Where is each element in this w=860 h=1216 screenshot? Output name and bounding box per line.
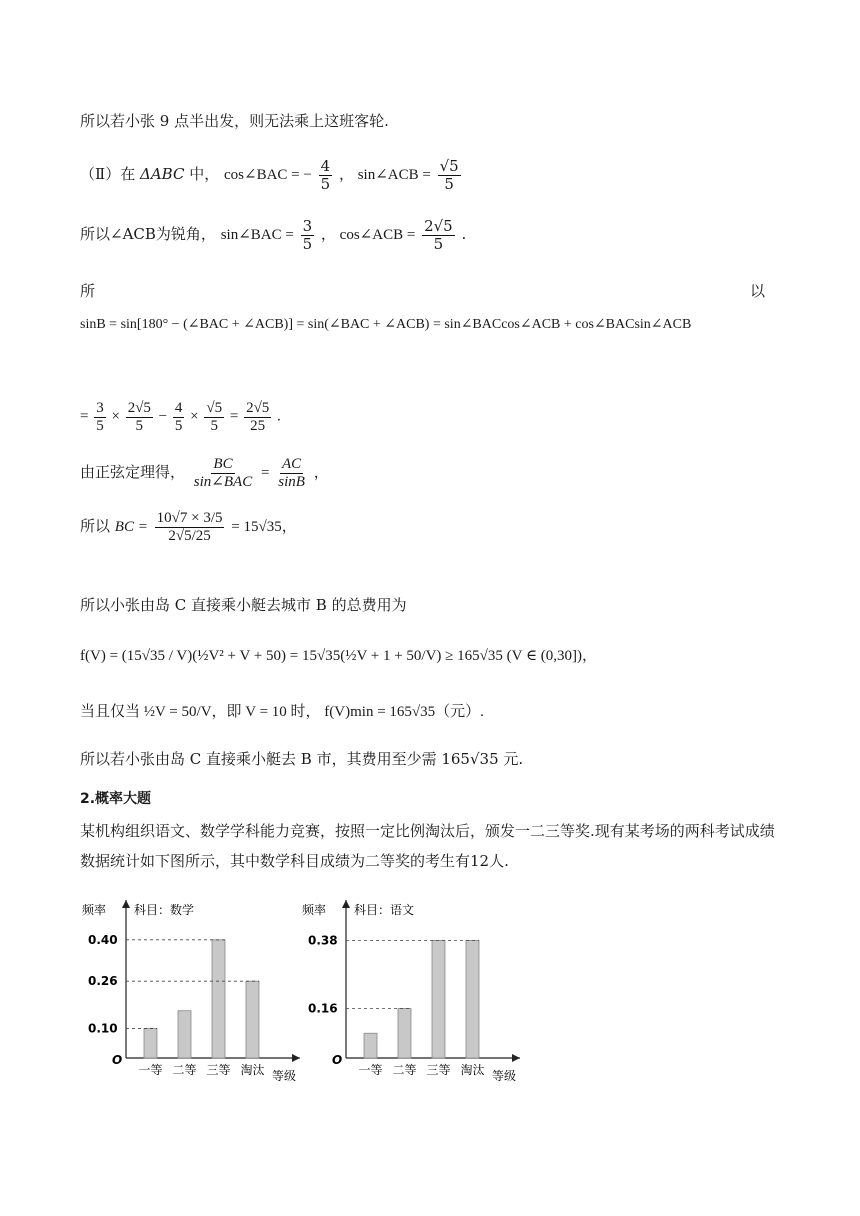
section-heading: 2.概率大题 [80, 791, 152, 807]
fraction: $\frac{4}{5}$ [320, 157, 331, 193]
fraction: $\frac{3}{5}$ [302, 217, 313, 253]
y-tick-label: 0.26 [88, 974, 118, 989]
line-minimum-condition: 当且仅当 ½V = 50/V，即 V = 10 时， f(V)min = 165√35（元）. [80, 704, 484, 720]
bar-1 [398, 1008, 411, 1058]
bar-2 [432, 940, 445, 1058]
x-tick-label: 一等 [138, 1063, 163, 1077]
bar-3 [246, 981, 259, 1058]
chart-chinese-frequency [300, 888, 530, 1088]
x-axis-arrow [512, 1054, 520, 1062]
y-axis-arrow [122, 900, 130, 908]
bar-2 [212, 940, 225, 1058]
chart-math-frequency [80, 888, 310, 1088]
x-tick-label: 三等 [206, 1063, 231, 1077]
problem-text-1: 某机构组织语文、数学学科能力竞赛，按照一定比例淘汰后，颁发一二三等奖.现有某考场的两科考试成绩 [80, 822, 775, 840]
line-conclusion-1: 所以若小张 9 点半出发，则无法乘上这班客轮. [80, 112, 389, 130]
line-conclusion-2: 所以若小张由岛 C 直接乘小艇去 B 市，其费用至少需 165√35 元. [80, 750, 524, 768]
origin-label: O [332, 1053, 343, 1067]
y-tick-label: 0.10 [88, 1021, 118, 1036]
y-tick-label: 0.38 [308, 933, 338, 948]
line-sinb-value: = $\frac{3}{5}$ × $\frac{2√5}{5}$ − $\frac{4}{5}$ × $\frac{√5}{5}$ = $\frac{2√5}{25}$ . [80, 400, 281, 434]
x-axis-label: 等级 [492, 1069, 517, 1083]
x-tick-label: 三等 [426, 1063, 451, 1077]
bar-3 [466, 940, 479, 1058]
chart-title: 科目：语文 [354, 903, 415, 917]
y-axis-arrow [342, 900, 350, 908]
origin-label: O [112, 1053, 123, 1067]
x-tick-label: 淘汰 [240, 1063, 265, 1077]
y-axis-label: 频率 [82, 903, 107, 917]
x-tick-label: 二等 [172, 1063, 197, 1077]
line-part-two: （Ⅱ）在 ΔABC 中， cos∠BAC = − $\frac{4}{5}$ ， sin∠ACB = $\frac{√5}{5}$ [80, 157, 459, 193]
x-axis-label: 等级 [272, 1069, 297, 1083]
line-law-of-sines: 由正弦定理得， $\frac{BC}{\text{sin∠BAC}}$ = $\frac{AC}{\sin B}$ ， [80, 456, 329, 490]
x-tick-label: 淘汰 [460, 1063, 485, 1077]
bar-0 [364, 1033, 377, 1058]
fraction: $\frac{√5}{5}$ [439, 157, 459, 193]
line-so-left: 所 [80, 282, 96, 300]
line-total-cost-intro: 所以小张由岛 C 直接乘小艇去城市 B 的总费用为 [80, 596, 407, 614]
y-tick-label: 0.16 [308, 1001, 338, 1016]
x-axis-arrow [292, 1054, 300, 1062]
bar-1 [178, 1011, 191, 1058]
chart-title: 科目：数学 [134, 903, 195, 917]
line-sinb-expansion: sinB = sin[180° − (∠BAC + ∠ACB)] = sin(∠BAC + ∠ACB) = sin∠BACcos∠ACB + cos∠BACsin∠ACB [80, 317, 692, 332]
y-axis-label: 频率 [302, 903, 327, 917]
bar-0 [144, 1028, 157, 1058]
y-tick-label: 0.40 [88, 932, 118, 947]
x-tick-label: 一等 [358, 1063, 383, 1077]
x-tick-label: 二等 [392, 1063, 417, 1077]
problem-text-2: 数据统计如下图所示，其中数学科目成绩为二等奖的考生有12人. [80, 852, 509, 870]
line-cost-function: f(V) = (15√35 / V)(½V² + V + 50) = 15√35(½V + 1 + 50/V) ≥ 165√35 (V ∈ (0,30])， [80, 648, 598, 664]
fraction: $\frac{2√5}{5}$ [424, 217, 453, 253]
line-so-right: 以 [750, 282, 766, 300]
line-bc-value: 所以 BC = $\frac{10√7 \times 3/5}{2√5/25}$ = 15√35， [80, 510, 297, 544]
line-acute-angle: 所以∠ACB为锐角， sin∠BAC = $\frac{3}{5}$ ， cos∠ACB = $\frac{2√5}{5}$ . [80, 217, 467, 253]
